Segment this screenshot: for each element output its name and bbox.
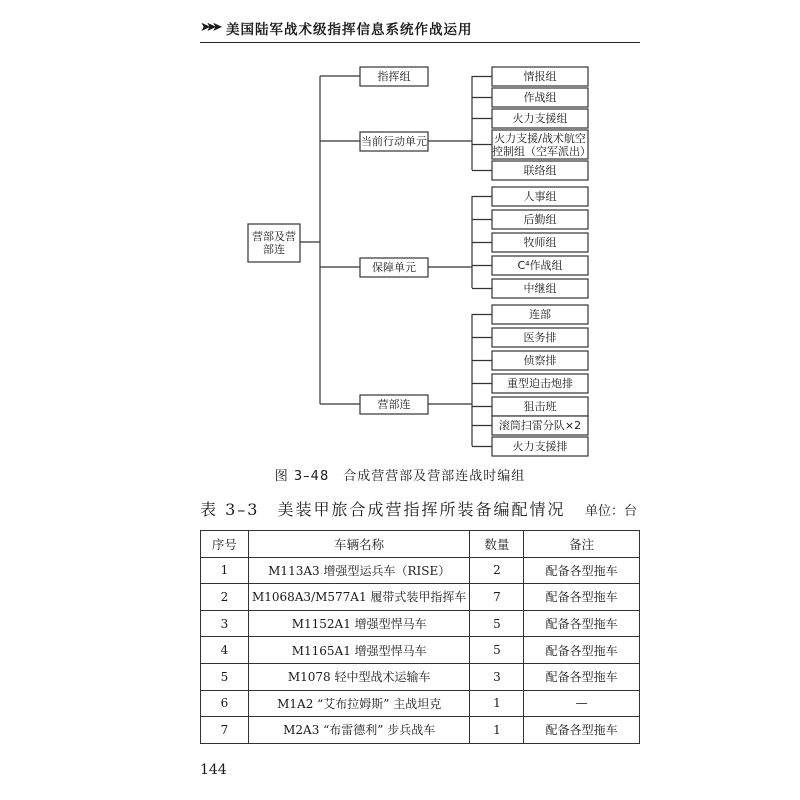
cell-quantity: 1 [470, 690, 524, 717]
cell-index: 5 [201, 663, 249, 690]
header-title: 美国陆军战术级指挥信息系统作战运用 [226, 22, 473, 38]
org-label-mine-roller-team: 滚筒扫雷分队×2 [498, 419, 582, 432]
org-label-liaison-group: 联络组 [523, 164, 557, 177]
cell-quantity: 7 [470, 584, 524, 611]
table-unit: 单位：台 [585, 504, 638, 519]
org-label-tacp-group: 火力支援/战术航空控制组（空军派出） [492, 131, 591, 158]
org-label-relay-group: 中继组 [523, 282, 557, 295]
column-header-index: 序号 [201, 531, 249, 558]
table-row [201, 610, 640, 637]
equipment-table [200, 530, 640, 744]
table-title: 表 3–3 美装甲旅合成营指挥所装备编配情况 [200, 500, 566, 519]
cell-remarks: 配备各型拖车 [524, 637, 640, 664]
table-row [201, 584, 640, 611]
cell-vehicle: M1152A1 增强型悍马车 [248, 610, 470, 637]
org-label-medical-platoon: 医务排 [523, 331, 557, 344]
cell-index: 1 [201, 557, 249, 584]
org-label-scout-platoon: 侦察排 [523, 354, 557, 367]
column-header-vehicle: 车辆名称 [248, 531, 470, 558]
org-label-chaplain-group: 牧师组 [523, 236, 557, 249]
figure-caption: 图 3–48 合成营营部及营部连战时编组 [274, 469, 526, 484]
table-row [201, 690, 640, 717]
cell-index: 4 [201, 637, 249, 664]
table-row [201, 717, 640, 744]
org-label-intel-group: 情报组 [523, 70, 557, 83]
cell-vehicle: M1068A3/M577A1 履带式装甲指挥车 [248, 584, 470, 611]
header-arrows-icon: ➤➤➤ [200, 20, 218, 35]
org-label-fire-support-platoon: 火力支援排 [512, 440, 568, 453]
cell-remarks: 配备各型拖车 [524, 584, 640, 611]
org-label-logistics-group: 后勤组 [523, 213, 557, 226]
cell-vehicle: M1165A1 增强型悍马车 [248, 637, 470, 664]
table-header-row [201, 531, 640, 558]
cell-quantity: 1 [470, 717, 524, 744]
column-header-quantity: 数量 [470, 531, 524, 558]
cell-quantity: 3 [470, 663, 524, 690]
org-label-command-group: 指挥组 [377, 70, 411, 83]
org-label-fire-support-group: 火力支援组 [512, 112, 568, 125]
org-label-mortar-platoon: 重型迫击炮排 [507, 377, 573, 390]
cell-vehicle: M113A3 增强型运兵车（RISE） [248, 557, 470, 584]
cell-remarks: — [524, 690, 640, 717]
org-label-company-hq: 连部 [529, 308, 551, 321]
column-header-remarks: 备注 [524, 531, 640, 558]
table-row [201, 637, 640, 664]
table-row [201, 663, 640, 690]
org-label-hq-company: 营部连 [377, 398, 411, 411]
cell-index: 6 [201, 690, 249, 717]
org-label-personnel-group: 人事组 [523, 190, 557, 203]
org-label-support-unit: 保障单元 [372, 261, 416, 274]
cell-quantity: 5 [470, 637, 524, 664]
cell-remarks: 配备各型拖车 [524, 717, 640, 744]
cell-remarks: 配备各型拖车 [524, 610, 640, 637]
org-label-current-ops: 当前行动单元 [361, 135, 427, 148]
table-row [201, 557, 640, 584]
org-label-sniper-squad: 狙击班 [523, 400, 557, 413]
cell-remarks: 配备各型拖车 [524, 557, 640, 584]
cell-remarks: 配备各型拖车 [524, 663, 640, 690]
cell-index: 2 [201, 584, 249, 611]
cell-quantity: 2 [470, 557, 524, 584]
cell-index: 3 [201, 610, 249, 637]
cell-vehicle: M1078 轻中型战术运输车 [248, 663, 470, 690]
cell-quantity: 5 [470, 610, 524, 637]
cell-index: 7 [201, 717, 249, 744]
org-label-root: 营部及营部连 [252, 230, 296, 256]
page-number: 144 [200, 762, 227, 778]
org-label-c4-group: C⁴作战组 [517, 259, 563, 272]
org-label-ops-group: 作战组 [523, 91, 557, 104]
cell-vehicle: M2A3 “布雷德利” 步兵战车 [248, 717, 470, 744]
cell-vehicle: M1A2 “艾布拉姆斯” 主战坦克 [248, 690, 470, 717]
